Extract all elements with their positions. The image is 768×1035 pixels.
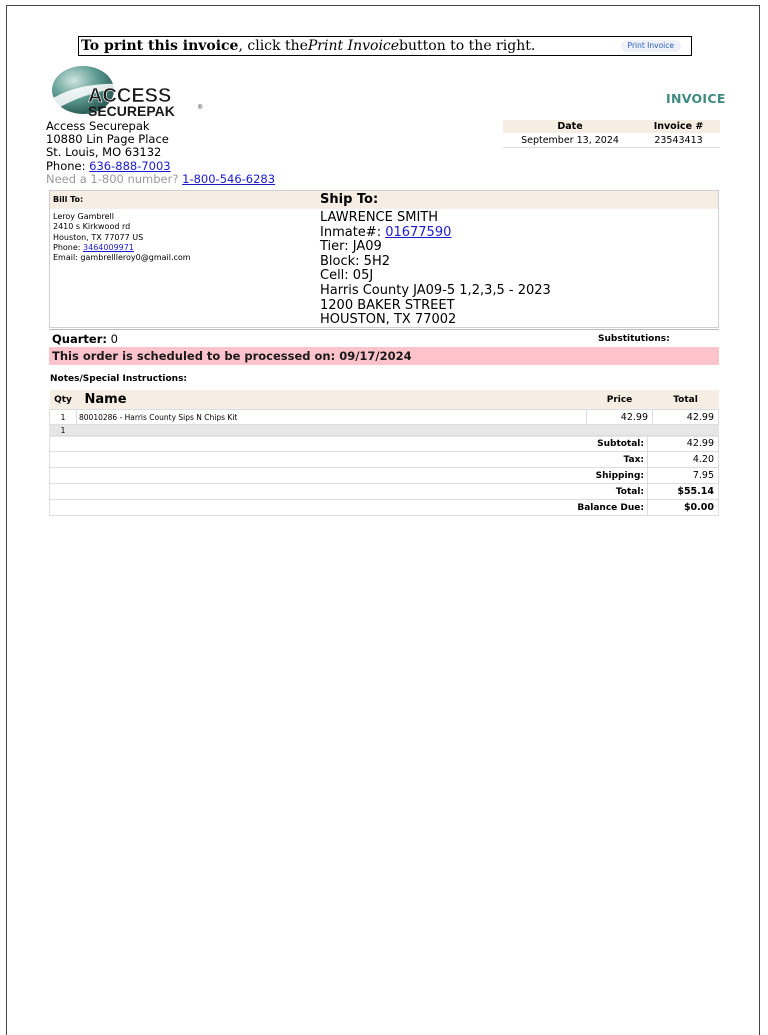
items-header-row <box>50 390 719 410</box>
subtotal-value: 42.99 <box>648 436 719 452</box>
bill-to-city: Houston, TX 77077 US <box>53 232 144 242</box>
bill-to-header: Bill To: <box>53 195 84 204</box>
bill-to-street: 2410 s Kirkwood rd <box>53 222 131 232</box>
print-instruction-italic: Print Invoice <box>307 38 400 54</box>
ship-to-facility: Harris County JA09-5 1,2,3,5 - 2023 <box>320 282 551 298</box>
company-phone-link[interactable]: 636-888-7003 <box>89 158 171 173</box>
print-instruction-bold: To print this invoice <box>81 38 239 54</box>
tollfree-row <box>46 173 275 186</box>
print-instructions <box>78 36 692 56</box>
quarter-label: Quarter: <box>52 332 107 346</box>
balance-value: $0.00 <box>648 500 719 516</box>
company-address <box>46 120 275 186</box>
address-section <box>49 190 719 328</box>
shipping-label: Shipping: <box>50 468 648 484</box>
balance-row <box>50 500 719 516</box>
print-invoice-button[interactable]: Print Invoice <box>621 40 681 52</box>
invoice-number: 23543413 <box>637 133 720 148</box>
items-table <box>49 390 719 437</box>
inmate-row <box>320 226 551 241</box>
bill-to-phone-link[interactable]: 3464009971 <box>83 242 134 252</box>
company-name: Access Securepak <box>46 119 150 133</box>
subtotal-row <box>50 436 719 452</box>
tax-label: Tax: <box>50 452 648 468</box>
ship-to-block-line: Block: 5H2 <box>320 253 390 269</box>
tollfree-link[interactable]: 1-800-546-6283 <box>182 171 276 186</box>
table-row <box>50 410 719 425</box>
inmate-label: Inmate#: <box>320 224 386 240</box>
quarter-info <box>52 332 118 346</box>
invoice-date: September 13, 2024 <box>503 133 637 148</box>
shipping-value: 7.95 <box>648 468 719 484</box>
ship-to-cell: Cell: 05J <box>320 268 374 284</box>
address-header-bar <box>50 191 718 209</box>
bill-to-name: Leroy Gambrell <box>53 212 114 221</box>
invoice-title: INVOICE <box>666 91 726 106</box>
print-instruction-mid: , click the <box>238 38 308 54</box>
bill-to-phone-label: Phone: <box>53 242 84 252</box>
quarter-row <box>49 329 719 347</box>
schedule-notice: This order is scheduled to be processed on: 09/17/2024 <box>49 347 719 365</box>
bill-to-block <box>53 212 191 263</box>
total-row <box>50 484 719 500</box>
print-instruction-end: button to the right. <box>399 38 536 54</box>
item-qty: 1 <box>50 410 77 425</box>
total-label: Total: <box>50 484 648 500</box>
ship-to-header: Ship To: <box>320 192 379 207</box>
substitutions-label: Substitutions: <box>598 334 670 344</box>
ship-to-city: HOUSTON, TX 77002 <box>320 312 457 328</box>
company-phone-label: Phone: <box>46 158 90 173</box>
total-header: Total <box>653 390 719 410</box>
invoice-number-header: Invoice # <box>637 120 720 133</box>
ship-to-block <box>320 211 551 328</box>
tollfree-label: Need a 1-800 number? <box>46 171 183 186</box>
name-header: Name <box>77 390 587 410</box>
date-header: Date <box>503 120 637 133</box>
ship-to-tier: Tier: JA09 <box>320 239 382 255</box>
tax-row <box>50 452 719 468</box>
notes-label: Notes/Special Instructions: <box>50 374 188 384</box>
company-city: St. Louis, MO 63132 <box>46 145 162 160</box>
logo-line1: ACCESS <box>88 85 172 107</box>
date-invoice-table <box>503 120 720 148</box>
company-street: 10880 Lin Page Place <box>46 132 169 147</box>
item-total: 42.99 <box>653 410 719 425</box>
qty-header: Qty <box>50 390 77 410</box>
ship-to-street: 1200 BAKER STREET <box>320 297 455 313</box>
tax-value: 4.20 <box>648 452 719 468</box>
price-header: Price <box>587 390 653 410</box>
subtotal-label: Subtotal: <box>50 436 648 452</box>
logo-registered-mark: ® <box>198 105 203 111</box>
access-securepak-logo <box>50 65 206 119</box>
inmate-number-link[interactable]: 01677590 <box>385 224 452 240</box>
item-name: 80010286 - Harris County Sips N Chips Kit <box>77 410 587 425</box>
bill-to-phone-row <box>53 243 191 253</box>
quarter-value: 0 <box>106 332 118 346</box>
balance-label: Balance Due: <box>50 500 648 516</box>
shipping-row <box>50 468 719 484</box>
logo-line2: SECUREPAK <box>88 103 175 119</box>
gray-row-qty: 1 <box>50 425 77 437</box>
item-price: 42.99 <box>587 410 653 425</box>
total-value: $55.14 <box>648 484 719 500</box>
bill-to-email: Email: gambrellleroy0@gmail.com <box>53 253 191 263</box>
totals-table <box>49 435 719 516</box>
ship-to-name: LAWRENCE SMITH <box>320 210 438 225</box>
